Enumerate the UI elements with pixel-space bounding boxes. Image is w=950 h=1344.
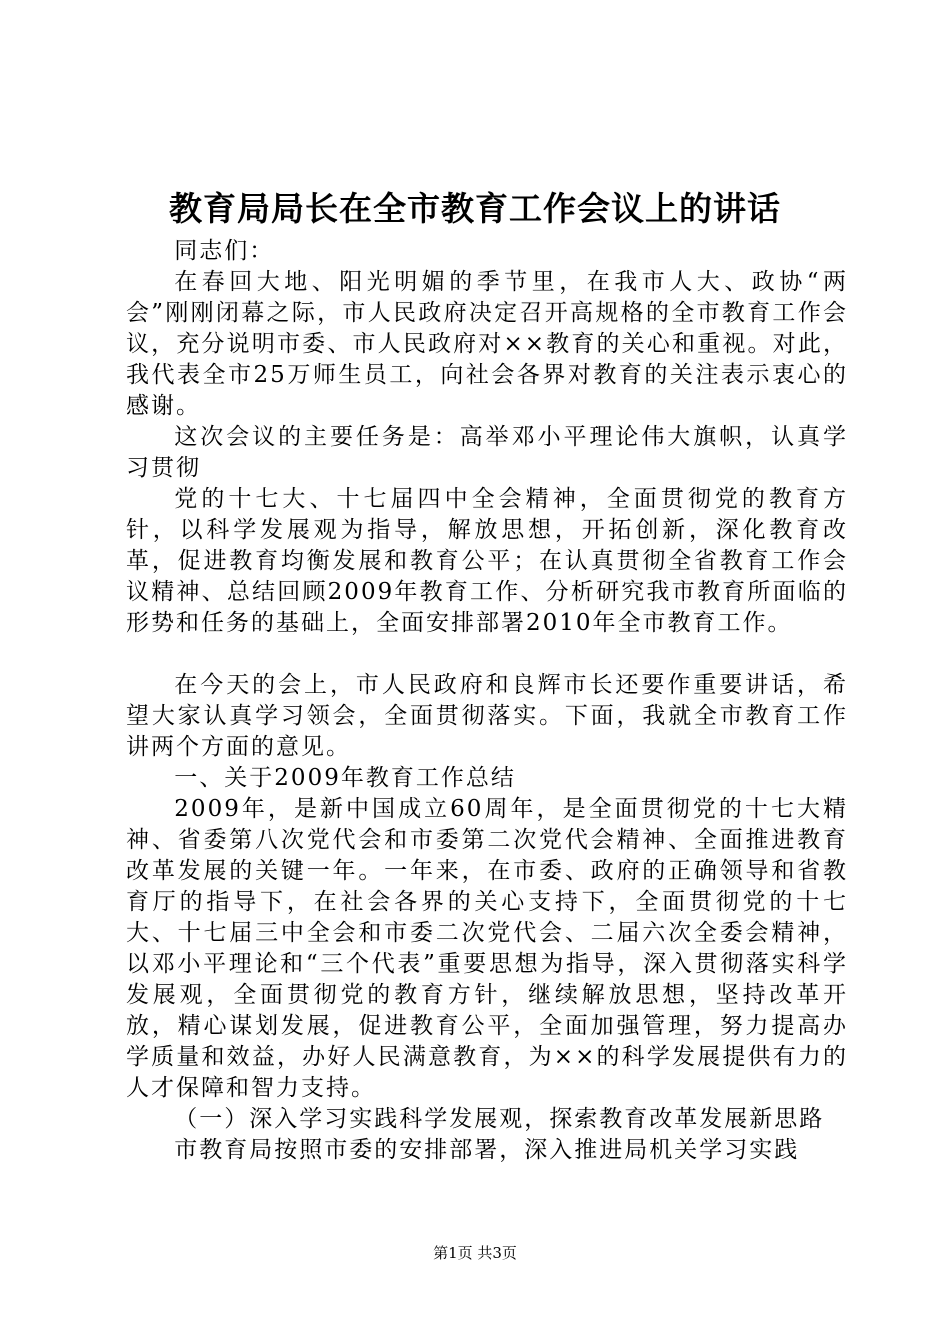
- body-paragraph: 党的十七大、十七届四中全会精神，全面贯彻党的教育方针，以科学发展观为指导，解放思想，开拓创新，深化教育改革，促进教育均衡发展和教育公平；在认真贯彻全省教育工作会议精神、总结回顾2009年教育工作、分析研究我市教育所面临的形势和任务的基础上，全面安排部署2010年全市教育工作。: [126, 486, 848, 636]
- body-paragraph: 市教育局按照市委的安排部署，深入推进局机关学习实践: [174, 1137, 800, 1163]
- salutation-paragraph: 同志们：: [174, 238, 275, 264]
- body-paragraph: 2009年，是新中国成立60周年，是全面贯彻党的十七大精神、省委第八次党代会和市委第二次党代会精神、全面推进教育改革发展的关键一年。一年来，在市委、政府的正确领导和省教育厅的指导下，在社会各界的关心支持下，全面贯彻党的十七大、十七届三中全会和市委二次党代会、二届六次全委会精神，以邓小平理论和“三个代表”重要思想为指导，深入贯彻落实科学发展观，全面贯彻党的教育方针，继续解放思想，坚持改革开放，精心谋划发展，促进教育公平，全面加强管理，努力提高办学质量和效益，办好人民满意教育，为××的科学发展提供有力的人才保障和智力支持。: [126, 796, 848, 1101]
- subsection-heading: （一）深入学习实践科学发展观，探索教育改革发展新思路: [174, 1106, 825, 1132]
- section-heading: 一、关于2009年教育工作总结: [174, 765, 516, 791]
- body-paragraph: 这次会议的主要任务是：高举邓小平理论伟大旗帜，认真学习贯彻: [126, 424, 848, 481]
- body-paragraph: 在春回大地、阳光明媚的季节里，在我市人大、政协“两会”刚刚闭幕之际，市人民政府决定召开高规格的全市教育工作会议，充分说明市委、市人民政府对××教育的关心和重视。对此，我代表全市25万师生员工，向社会各界对教育的关注表示衷心的感谢。: [126, 269, 848, 419]
- document-body: [126, 236, 848, 1166]
- document-title: 教育局局长在全市教育工作会议上的讲话: [169, 189, 781, 228]
- body-paragraph: 在今天的会上，市人民政府和良辉市长还要作重要讲话，希望大家认真学习领会，全面贯彻落实。下面，我就全市教育工作讲两个方面的意见。: [126, 672, 848, 760]
- page-footer: 第1页 共3页: [433, 1244, 517, 1262]
